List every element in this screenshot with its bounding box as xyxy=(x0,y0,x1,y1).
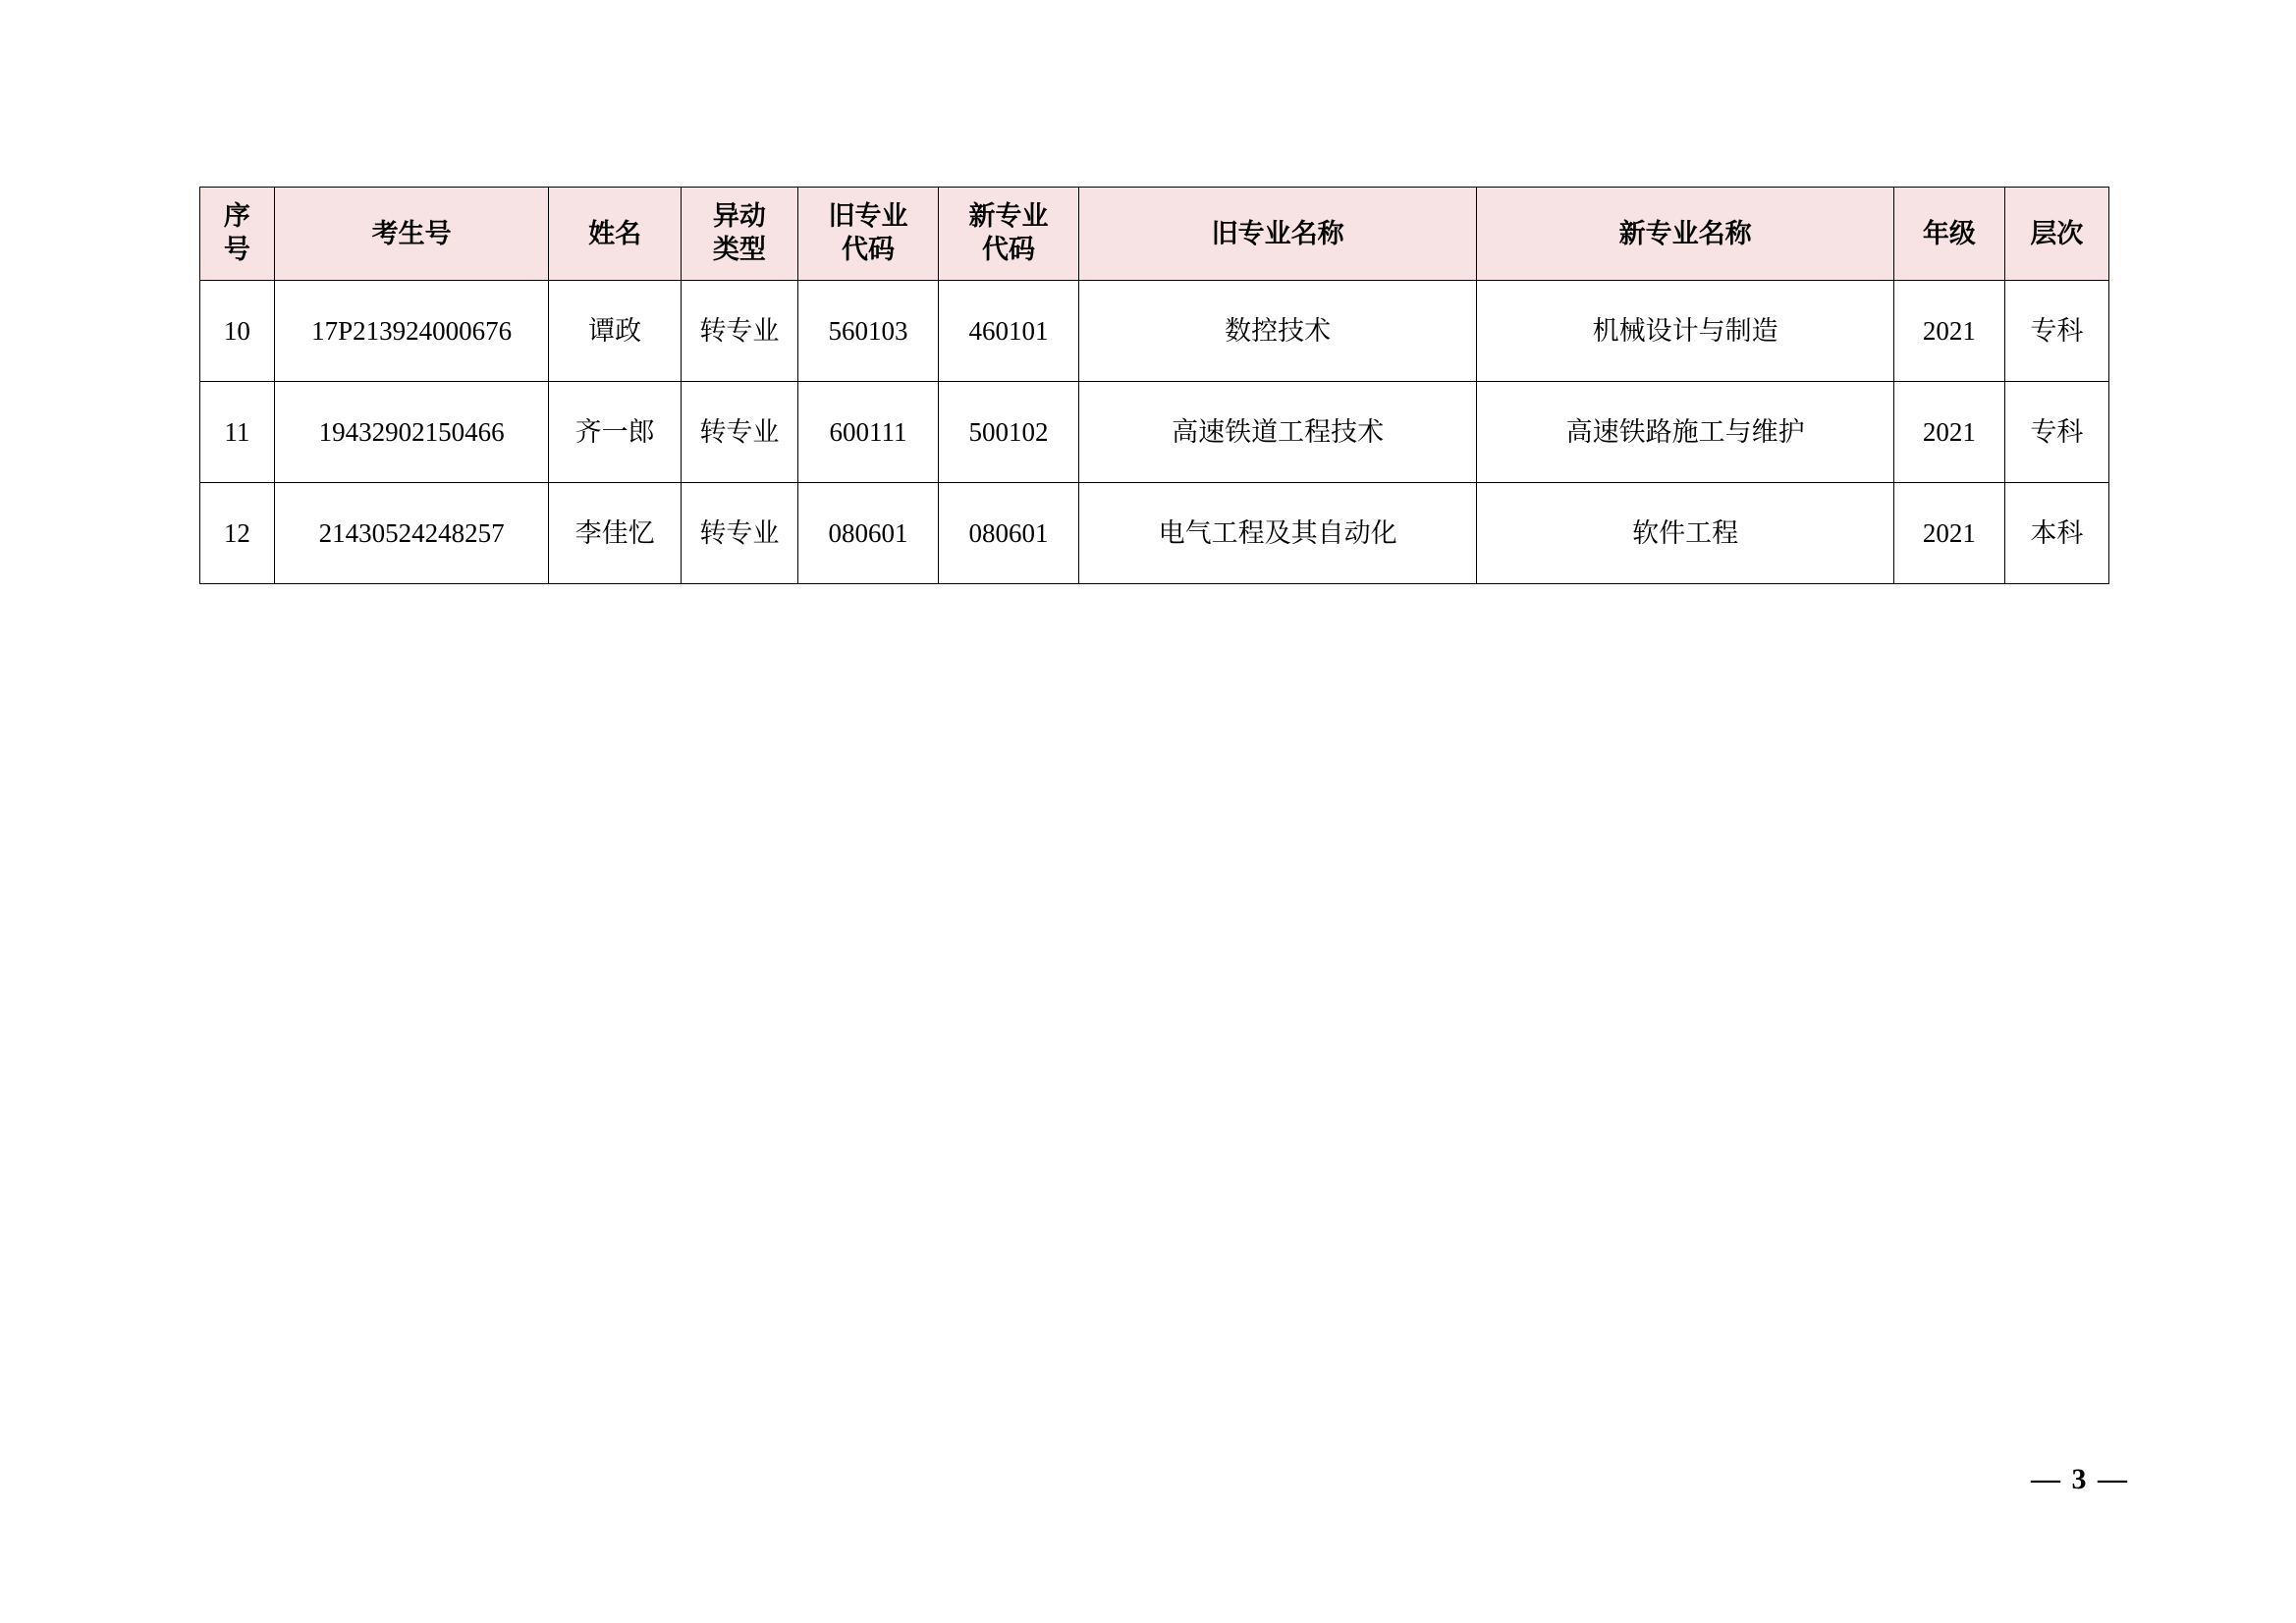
cell-change-type: 转专业 xyxy=(681,382,797,483)
page-number: — 3 — xyxy=(2031,1463,2129,1495)
cell-change-type: 转专业 xyxy=(681,281,797,382)
column-header-seq xyxy=(200,188,275,281)
cell-grade: 2021 xyxy=(1894,483,2005,584)
column-header-new-code-line2: 代码 xyxy=(982,235,1035,264)
column-header-new-major xyxy=(1477,188,1894,281)
cell-level: 专科 xyxy=(2004,281,2108,382)
column-header-new-major-label: 新专业名称 xyxy=(1618,218,1752,248)
cell-exam-no: 21430524248257 xyxy=(274,483,549,584)
cell-grade: 2021 xyxy=(1894,281,2005,382)
cell-exam-no: 19432902150466 xyxy=(274,382,549,483)
column-header-new-code-line1: 新专业 xyxy=(968,201,1049,232)
cell-old-code: 560103 xyxy=(797,281,938,382)
cell-old-major: 数控技术 xyxy=(1079,281,1477,382)
cell-old-code: 080601 xyxy=(797,483,938,584)
table-body xyxy=(200,281,2109,584)
table-row xyxy=(200,483,2109,584)
cell-new-code: 500102 xyxy=(938,382,1078,483)
cell-level: 专科 xyxy=(2004,382,2108,483)
column-header-change-type-line2: 类型 xyxy=(712,235,766,264)
column-header-change-type-line1: 异动 xyxy=(712,201,766,232)
column-header-seq-line2: 号 xyxy=(223,235,250,264)
cell-new-code: 080601 xyxy=(938,483,1078,584)
cell-exam-no: 17P213924000676 xyxy=(274,281,549,382)
student-major-change-table-wrapper xyxy=(199,187,2109,584)
cell-new-major: 机械设计与制造 xyxy=(1477,281,1894,382)
column-header-exam-no-label: 考生号 xyxy=(371,218,452,248)
column-header-old-code-line2: 代码 xyxy=(841,235,895,264)
table-row xyxy=(200,382,2109,483)
column-header-change-type xyxy=(681,188,797,281)
table-header-row xyxy=(200,188,2109,281)
column-header-new-code xyxy=(938,188,1078,281)
column-header-old-major xyxy=(1079,188,1477,281)
column-header-seq-line1: 序 xyxy=(223,201,250,232)
table-row xyxy=(200,281,2109,382)
cell-seq: 10 xyxy=(200,281,275,382)
column-header-level-label: 层次 xyxy=(2030,218,2084,248)
cell-name: 齐一郎 xyxy=(549,382,681,483)
student-major-change-table xyxy=(199,187,2109,584)
table-header xyxy=(200,188,2109,281)
column-header-name xyxy=(549,188,681,281)
cell-grade: 2021 xyxy=(1894,382,2005,483)
cell-seq: 12 xyxy=(200,483,275,584)
column-header-level xyxy=(2004,188,2108,281)
cell-new-major: 高速铁路施工与维护 xyxy=(1477,382,1894,483)
column-header-grade xyxy=(1894,188,2005,281)
cell-old-major: 高速铁道工程技术 xyxy=(1079,382,1477,483)
column-header-grade-label: 年级 xyxy=(1922,218,1976,248)
column-header-exam-no xyxy=(274,188,549,281)
cell-name: 李佳忆 xyxy=(549,483,681,584)
column-header-old-code xyxy=(797,188,938,281)
cell-seq: 11 xyxy=(200,382,275,483)
cell-old-code: 600111 xyxy=(797,382,938,483)
column-header-old-code-line1: 旧专业 xyxy=(828,201,908,232)
cell-name: 谭政 xyxy=(549,281,681,382)
column-header-name-label: 姓名 xyxy=(588,218,642,248)
cell-old-major: 电气工程及其自动化 xyxy=(1079,483,1477,584)
cell-new-major: 软件工程 xyxy=(1477,483,1894,584)
cell-new-code: 460101 xyxy=(938,281,1078,382)
cell-level: 本科 xyxy=(2004,483,2108,584)
column-header-old-major-label: 旧专业名称 xyxy=(1211,218,1344,248)
cell-change-type: 转专业 xyxy=(681,483,797,584)
